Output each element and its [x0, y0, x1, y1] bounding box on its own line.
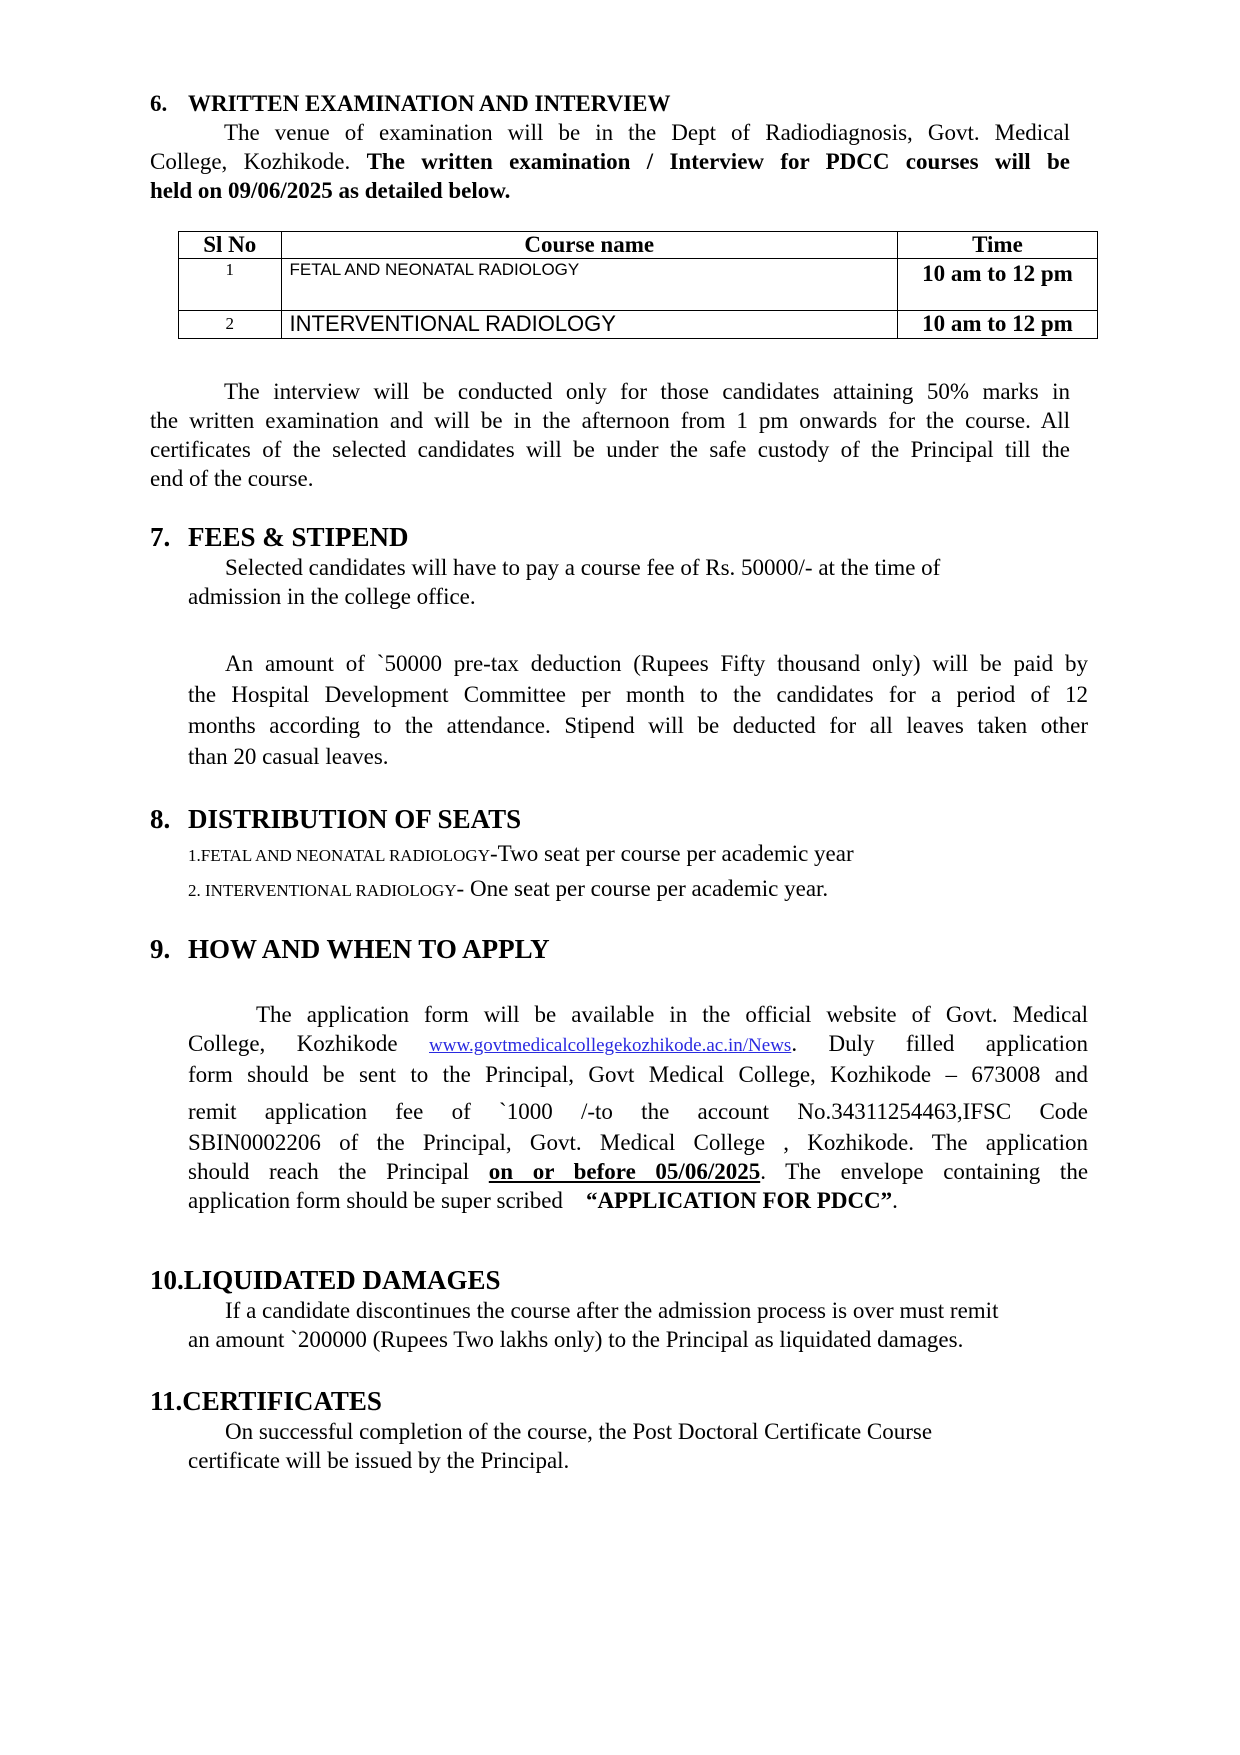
section-9-heading: [150, 933, 550, 965]
section-7-number: 7.: [150, 522, 171, 552]
apply-line-5: SBIN0002206 of the Principal, Govt. Medical College , Kozhikode. The application: [188, 1130, 1088, 1155]
section-8-title: DISTRIBUTION OF SEATS: [188, 804, 522, 834]
row-1-time: 10 am to 12 pm: [897, 259, 1097, 311]
table-row: [179, 311, 1098, 339]
damages-line-2: an amount `200000 (Rupees Two lakhs only) to the Principal as liquidated damages.: [188, 1327, 964, 1352]
stipend-line-2: the Hospital Development Committee per month to the candidates for a period of 12: [188, 682, 1088, 707]
apply-paragraph: [188, 1000, 1088, 1215]
apply-line-2: [188, 1029, 1088, 1060]
fee-line-2: admission in the college office.: [188, 584, 476, 609]
apply-line-1: The application form will be available in the official website of Govt. Medical: [256, 1002, 1088, 1027]
section-8-number: 8.: [150, 804, 171, 834]
section-6-heading: [150, 89, 670, 118]
seats-item-2-text: - One seat per course per academic year.: [456, 876, 829, 901]
section-11-title: CERTIFICATES: [182, 1386, 382, 1416]
certificates-line-2: certificate will be issued by the Principal.: [188, 1448, 570, 1473]
apply-line-6-pre: should reach the Principal: [188, 1159, 470, 1184]
table-header-row: [179, 232, 1098, 259]
stipend-line-1: An amount of `50000 pre-tax deduction (Rupees Fifty thousand only) will be paid by: [225, 651, 1088, 676]
seats-item-2: [188, 872, 1088, 907]
interview-line-3: certificates of the selected candidates will be under the safe custody of the Principal till the: [150, 437, 1070, 462]
section-9-number: 9.: [150, 934, 171, 964]
stipend-paragraph: [188, 648, 1088, 772]
section-6-line-2-normal: College, Kozhikode.: [150, 149, 351, 174]
row-2-sl: 2: [179, 311, 282, 339]
section-10-number: 10.: [150, 1265, 184, 1295]
interview-paragraph: [150, 377, 1070, 493]
section-6-number: 6.: [150, 91, 168, 116]
apply-line-2-post: . Duly filled application: [791, 1031, 1088, 1056]
apply-line-7-post: .: [892, 1188, 898, 1213]
row-2-time: 10 am to 12 pm: [897, 311, 1097, 339]
section-6-line-2: [150, 147, 1070, 176]
superscription-text: “APPLICATION FOR PDCC”: [585, 1188, 893, 1213]
section-6-title: WRITTEN EXAMINATION AND INTERVIEW: [188, 91, 671, 116]
exam-schedule-table: [178, 231, 1098, 339]
damages-paragraph: [188, 1296, 1088, 1354]
interview-line-4: end of the course.: [150, 466, 314, 491]
seats-item-1-course: 1.FETAL AND NEONATAL RADIOLOGY: [188, 846, 490, 865]
section-10-title: LIQUIDATED DAMAGES: [183, 1265, 501, 1295]
section-10-heading: [150, 1264, 501, 1296]
section-6-line-3-bold: held on 09/06/2025 as detailed below.: [150, 178, 511, 203]
header-course-name: Course name: [281, 232, 897, 259]
seats-item-1: [188, 837, 1088, 872]
apply-line-2-pre: College, Kozhikode: [188, 1031, 398, 1056]
interview-line-2: the written examination and will be in the afternoon from 1 pm onwards for the course. All: [150, 408, 1070, 433]
seats-item-1-text: -Two seat per course per academic year: [490, 841, 854, 866]
apply-line-7-pre: application form should be super scribed: [188, 1188, 563, 1213]
stipend-line-3: months according to the attendance. Stipend will be deducted for all leaves taken other: [188, 713, 1088, 738]
row-1-course: FETAL AND NEONATAL RADIOLOGY: [281, 259, 897, 311]
section-9-title: HOW AND WHEN TO APPLY: [188, 934, 550, 964]
apply-line-6-post: . The envelope containing the: [760, 1159, 1089, 1184]
interview-line-1: The interview will be conducted only for those candidates attaining 50% marks in: [224, 379, 1070, 404]
table-row: [179, 259, 1098, 311]
certificates-paragraph: [188, 1417, 1088, 1475]
seats-item-2-course: 2. INTERVENTIONAL RADIOLOGY: [188, 881, 457, 900]
deadline-text: on or before 05/06/2025: [488, 1159, 761, 1184]
section-7-title: FEES & STIPEND: [188, 522, 409, 552]
row-2-course: INTERVENTIONAL RADIOLOGY: [281, 311, 897, 339]
section-6-line-2-bold: The written examination / Interview for PDCC courses will be: [366, 149, 1070, 174]
header-sl-no: Sl No: [179, 232, 282, 259]
apply-line-6: [188, 1157, 1088, 1186]
section-7-heading: [150, 521, 409, 553]
seats-list: [188, 837, 1088, 907]
section-6-line-3: [150, 176, 1070, 205]
section-8-heading: [150, 803, 521, 835]
header-time: Time: [897, 232, 1097, 259]
section-11-heading: [150, 1385, 382, 1417]
apply-line-3: form should be sent to the Principal, Govt Medical College, Kozhikode – 673008 and: [188, 1062, 1088, 1087]
certificates-line-1: On successful completion of the course, the Post Doctoral Certificate Course: [225, 1419, 933, 1444]
fee-paragraph: [188, 553, 1088, 611]
apply-line-7: [188, 1186, 1088, 1215]
damages-line-1: If a candidate discontinues the course after the admission process is over must remit: [225, 1298, 999, 1323]
apply-line-4: remit application fee of `1000 /-to the account No.34311254463,IFSC Code: [188, 1099, 1088, 1124]
section-11-number: 11.: [150, 1386, 183, 1416]
stipend-line-4: than 20 casual leaves.: [188, 744, 389, 769]
college-website-link[interactable]: www.govtmedicalcollegekozhikode.ac.in/News: [429, 1035, 792, 1056]
fee-line-1: Selected candidates will have to pay a course fee of Rs. 50000/- at the time of: [225, 555, 941, 580]
row-1-sl: 1: [179, 259, 282, 311]
section-6-paragraph: [150, 118, 1070, 205]
section-6-line-1: The venue of examination will be in the Dept of Radiodiagnosis, Govt. Medical: [224, 120, 1070, 145]
